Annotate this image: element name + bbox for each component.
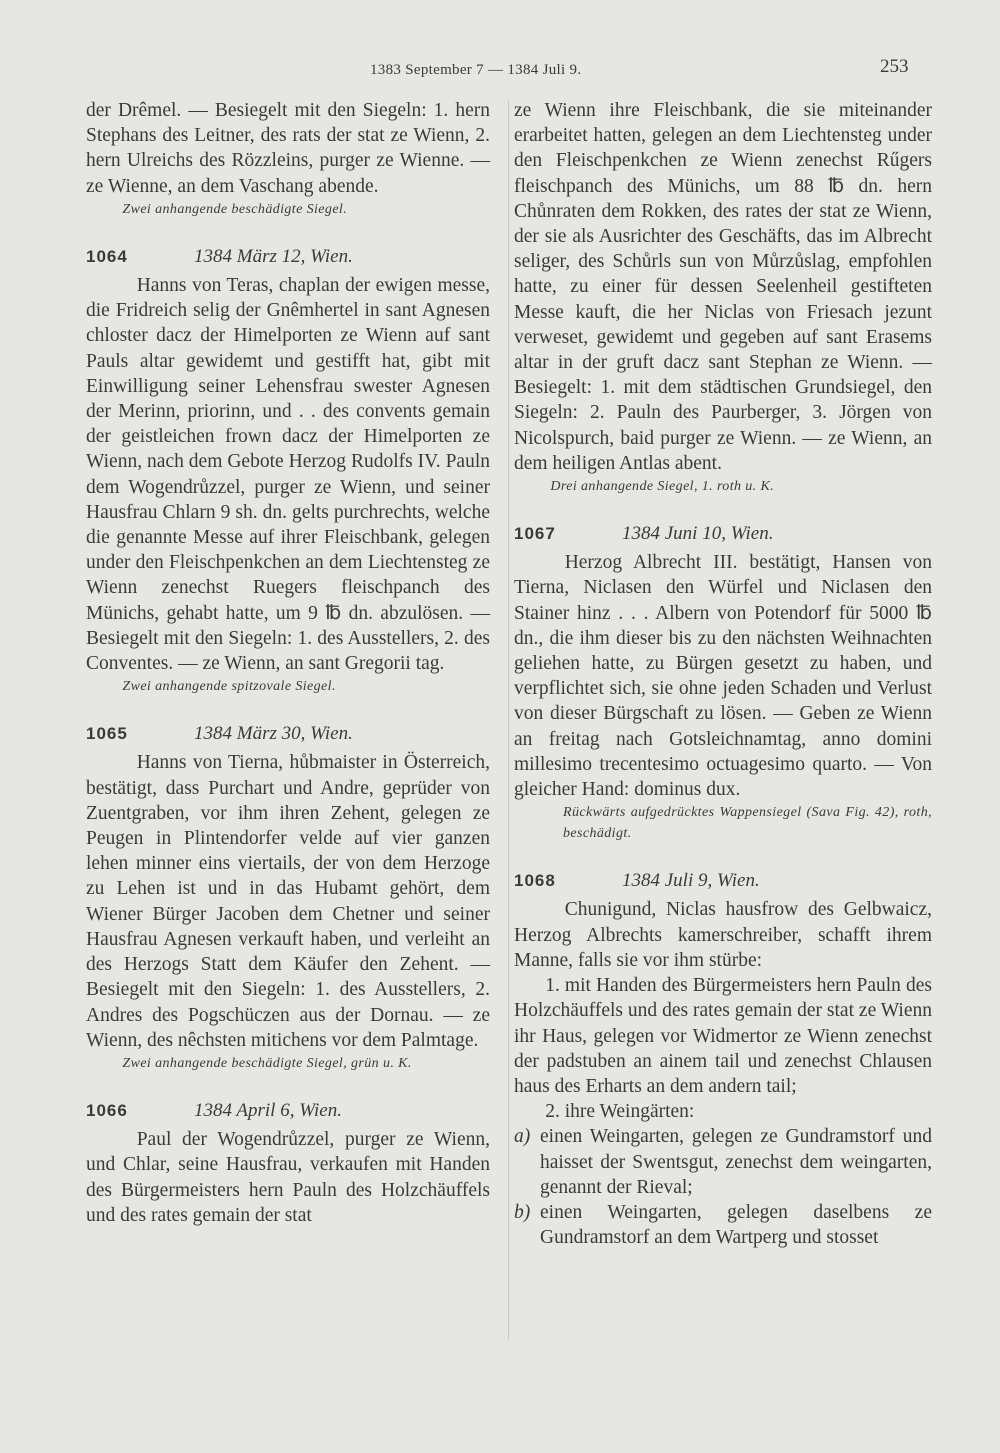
- entry-number: 1064: [86, 246, 128, 266]
- entry-1067-note: Rückwärts aufgedrücktes Wappensiegel (Sava Fig. 42), roth, beschädigt.: [563, 805, 932, 842]
- entry-1068-head: [514, 868, 932, 893]
- entry-1068-subitem-b: [514, 1200, 932, 1250]
- entry-1068-item-1: 1. mit Handen des Bürgermeisters hern Pauln des Holzchäuffels und des rates gemain der stat ze Wienn ihr Haus, gelegen vor Widmertor ze Wienn zenechst der padstuben an ainem tail und zenechst Chlausen haus des Erharts an dem andern tail;: [514, 975, 932, 1097]
- entry-1068-subitem-a: [514, 1124, 932, 1200]
- entry-1064-note: Zwei anhangende spitzovale Siegel.: [122, 679, 336, 695]
- column-divider: [508, 100, 509, 1340]
- entry-date: 1384 Juli 9, Wien.: [622, 870, 760, 892]
- subitem-text: einen Weingarten, gelegen ze Gundramstorf und haisset der Swentsgut, zenechst dem weingarten, genannt der Rieval;: [540, 1126, 932, 1198]
- entry-1067-text: Herzog Albrecht III. bestätigt, Hansen von Tierna, Niclasen den Würfel und Niclasen den Stainer hinz . . . Albern von Potendorf für 5000 ℔ dn., die ihm dieser bis zu den nächsten Weihnachten geliehen hatte, zu Bürgen gesetzt zu haben, und verpflichtet sich, sie ohne jeden Schaden und Verlust von dieser Bürgschaft zu lösen. — Geben ze Wienn an freitag nach Gotsleichnamtag, anno domini millesimo trecentesimo octuagesimo quarto. — Von gleicher Hand: dominus dux.: [514, 552, 932, 801]
- entry-1065-text: Hanns von Tierna, hůbmaister in Österreich, bestätigt, dass Purchart und Andre, geprüder von Zuentgraben, vor ihm ihren Zehent, gelegen ze Peugen in Plintendorfer velde auf vier ganzen lehen minner eins viertails, der von dem Herzoge zu Lehen ist und in das Hubamt gehört, dem Wiener Bürger Jacoben dem Chetner und seiner Hausfrau Agnesen verkauft haben, und verleiht an des Herzogs Statt dem Käufer den Zehent. — Besiegelt mit den Siegeln: 1. des Ausstellers, 2. Andres des Pogschüczen aus der Dornau. — ze Wienn, des nêchsten mitichens vor dem Palmtage.: [86, 752, 490, 1051]
- entry-date: 1384 März 30, Wien.: [194, 723, 353, 745]
- left-opening-note: Zwei anhangende beschädigte Siegel.: [122, 201, 348, 217]
- entry-1068-text: Chunigund, Niclas hausfrow des Gelbwaicz, Herzog Albrechts kamerschreiber, schafft ihrem Manne, falls sie vor ihm stürbe:: [514, 899, 932, 971]
- entry-1064-head: [86, 244, 490, 269]
- page-number: 253: [880, 56, 909, 77]
- entry-1068-item-2: 2. ihre Weingärten:: [545, 1101, 695, 1123]
- entry-1067-head: [514, 521, 932, 546]
- entry-date: 1384 April 6, Wien.: [194, 1099, 342, 1121]
- entry-1064-text: Hanns von Teras, chaplan der ewigen messe, die Fridreich selig der Gnêmhertel in sant Agnesen chloster dacz der Himelporten ze Wienn auf sant Pauls altar gewidemt und gestifft hat, gibt mit Einwilligung seiner Lehensfrau swester Agnesen der Merinn, priorinn, und . . des convents gemain der geistleichen frown dacz der Himelporten ze Wienn, nach dem Gebote Herzog Rudolfs IV. Pauln dem Wogendrůzzel, purger ze Wienn, und seiner Hausfrau Chlarn 9 sh. dn. gelts purchrechts, welche die genannte Messe auf ihrer Fleischbank, gelegen under den Fleischpenkchen an dem Liechtensteg ze Wienn zenechst Ruegers fleischpanch des Münichs, gehabt hatte, um 9 ℔ dn. abzulösen. — Besiegelt mit den Siegeln: 1. des Ausstellers, 2. des Conventes. — ze Wienn, an sant Gregorii tag.: [86, 275, 490, 675]
- entry-1065-note: Zwei anhangende beschädigte Siegel, grün u. K.: [122, 1055, 412, 1071]
- entry-date: 1384 Juni 10, Wien.: [622, 523, 774, 545]
- running-head: 1383 September 7 — 1384 Juli 9.: [370, 62, 582, 78]
- right-opening-note: Drei anhangende Siegel, 1. roth u. K.: [550, 479, 775, 495]
- subitem-label: b): [514, 1201, 531, 1223]
- subitem-text: einen Weingarten, gelegen daselbens ze Gundramstorf an dem Wartperg und stosset: [540, 1201, 932, 1249]
- entry-1066-text: Paul der Wogendrůzzel, purger ze Wienn, und Chlar, seine Hausfrau, verkaufen mit Handen des Bürgermeisters hern Pauln des Holzchäuffels und des rates gemain der stat: [86, 1129, 490, 1226]
- left-column: [86, 98, 490, 1228]
- entry-number: 1066: [86, 1100, 128, 1120]
- right-opening-text: ze Wienn ihre Fleischbank, die sie miteinander erarbeitet hatten, gelegen an dem Liechtensteg under den Fleischpenkchen ze Wienn zenechst Rűgers fleischpanch des Münichs, um 88 ℔ dn. hern Chůnraten dem Rokken, des rates der stat ze Wienn, der sie als Ausrichter des Geschäfts, das im Albrecht seliger, des Schůrls sun von Můrzůslag, empfohlen hatte, zu einer für dessen Seelenheil gestifteten Messe kauft, die her Niclas von Friesach jezunt verweset, gewidemt und gegeben auf sant Erasems altar in der gruft dacz sant Stephan ze Wienn. — Besiegelt: 1. mit dem städtischen Grundsiegel, den Siegeln: 2. Pauln des Paurberger, 3. Jörgen von Nicolspurch, baid purger ze Wienn. — ze Wienn, an dem heiligen Antlas abent.: [514, 100, 932, 474]
- left-opening-text: der Drêmel. — Besiegelt mit den Siegeln: 1. hern Stephans des Leitner, des rats der stat ze Wienn, 2. hern Ulreichs des Rözzleins, purger ze Wienne. — ze Wienne, an dem Vaschang abende.: [86, 100, 490, 197]
- entry-number: 1068: [514, 871, 556, 891]
- entry-number: 1065: [86, 724, 128, 744]
- right-column: [514, 98, 932, 1250]
- page-header: [0, 56, 1000, 86]
- entry-1066-head: [86, 1098, 490, 1123]
- subitem-label: a): [514, 1126, 531, 1148]
- entry-date: 1384 März 12, Wien.: [194, 245, 353, 267]
- entry-1065-head: [86, 721, 490, 746]
- entry-number: 1067: [514, 524, 556, 544]
